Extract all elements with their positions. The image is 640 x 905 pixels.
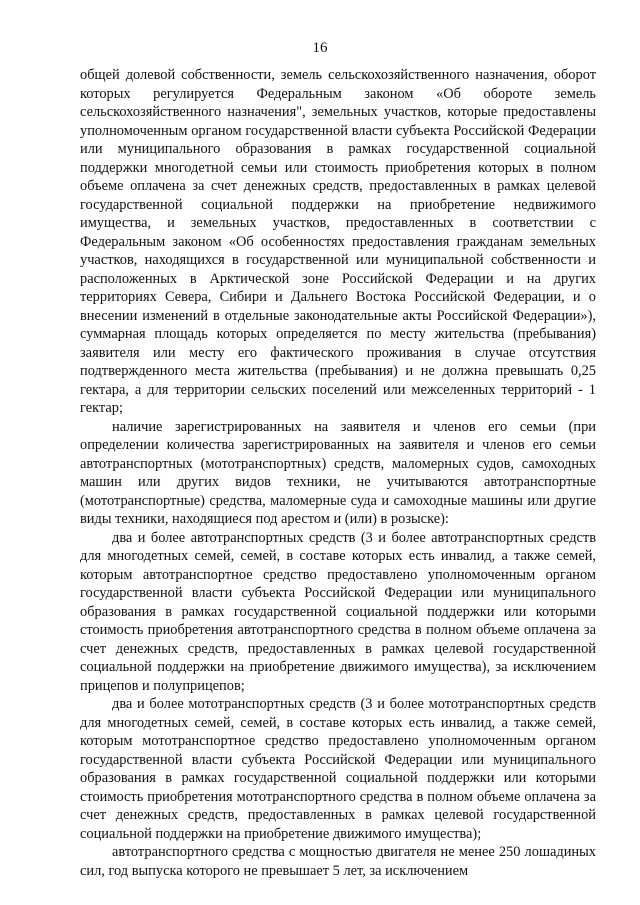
paragraph-motor-vehicles: два и более автотранспортных средств (3 и более автотранспортных средств для многодетных семей, семей, в составе которых есть инвалид, а также семей, которым автотранспортное средство предоставлено уполномоченным органом государственной власти субъекта Российской Федерации или муниципального образования в рамках государственной социальной поддержки или которыми стоимость приобретения автотранспортного средства в полном объеме оплачена за счет денежных средств, предоставленных в рамках целевой государственной социальной поддержки на приобретение движимого имущества), за исключением прицепов и полуприцепов; [80, 529, 596, 694]
page-number: 16 [312, 40, 328, 56]
paragraph-engine-power: автотранспортного средства с мощностью двигателя не менее 250 лошадиных сил, год выпуска которого не превышает 5 лет, за исключением [80, 844, 596, 879]
paragraph-registered-vehicles: наличие зарегистрированных на заявителя и членов его семьи (при определении количества зарегистрированных на заявителя и членов его семьи автотранспортных (мототранспортных) средств, маломерных судов, самоходных машин или других видов техники, не учитываются автотранспортные (мототранспортные) средства, маломерные суда и самоходные машины или другие виды техники, находящиеся под арестом и (или) в розыске): [80, 418, 596, 527]
paragraph-motorcycles: два и более мототранспортных средств (3 и более мототранспортных средств для многодетных семей, семей, в составе которых есть инвалид, а также семей, которым мототранспортное средство предоставлено уполномоченным органом государственной власти субъекта Российской Федерации или муниципального образования в рамках государственной социальной поддержки или которыми стоимость приобретения мототранспортного средства в полном объеме оплачена за счет денежных средств, предоставленных в рамках целевой государственной социальной поддержки на приобретение движимого имущества); [80, 696, 596, 842]
document-body [80, 66, 596, 880]
paragraph-land-plots: общей долевой собственности, земель сельскохозяйственного назначения, оборот которых регулируется Федеральным законом «Об обороте земель сельскохозяйственного назначения", земельных участков, которые предоставлены уполномоченным органом государственной власти субъекта Российской Федерации или муниципального образования в рамках государственной социальной поддержки многодетной семьи или стоимость приобретения которых в полном объеме оплачена за счет денежных средств, предоставленных в рамках целевой государственной социальной поддержки на приобретение недвижимого имущества, и земельных участков, предоставленных в соответствии с Федеральным законом «Об особенностях предоставления гражданам земельных участков, находящихся в государственной или муниципальной собственности и расположенных в Арктической зоне Российской Федерации и на других территориях Севера, Сибири и Дальнего Востока Российской Федерации, и о внесении изменений в отдельные законодательные акты Российской Федерации»), суммарная площадь которых определяется по месту жительства (пребывания) заявителя или месту его фактического проживания в случае отсутствия подтвержденного места жительства (пребывания) и не должна превышать 0,25 гектара, а для территории сельских поселений или межселенных территорий - 1 гектар; [80, 67, 596, 416]
